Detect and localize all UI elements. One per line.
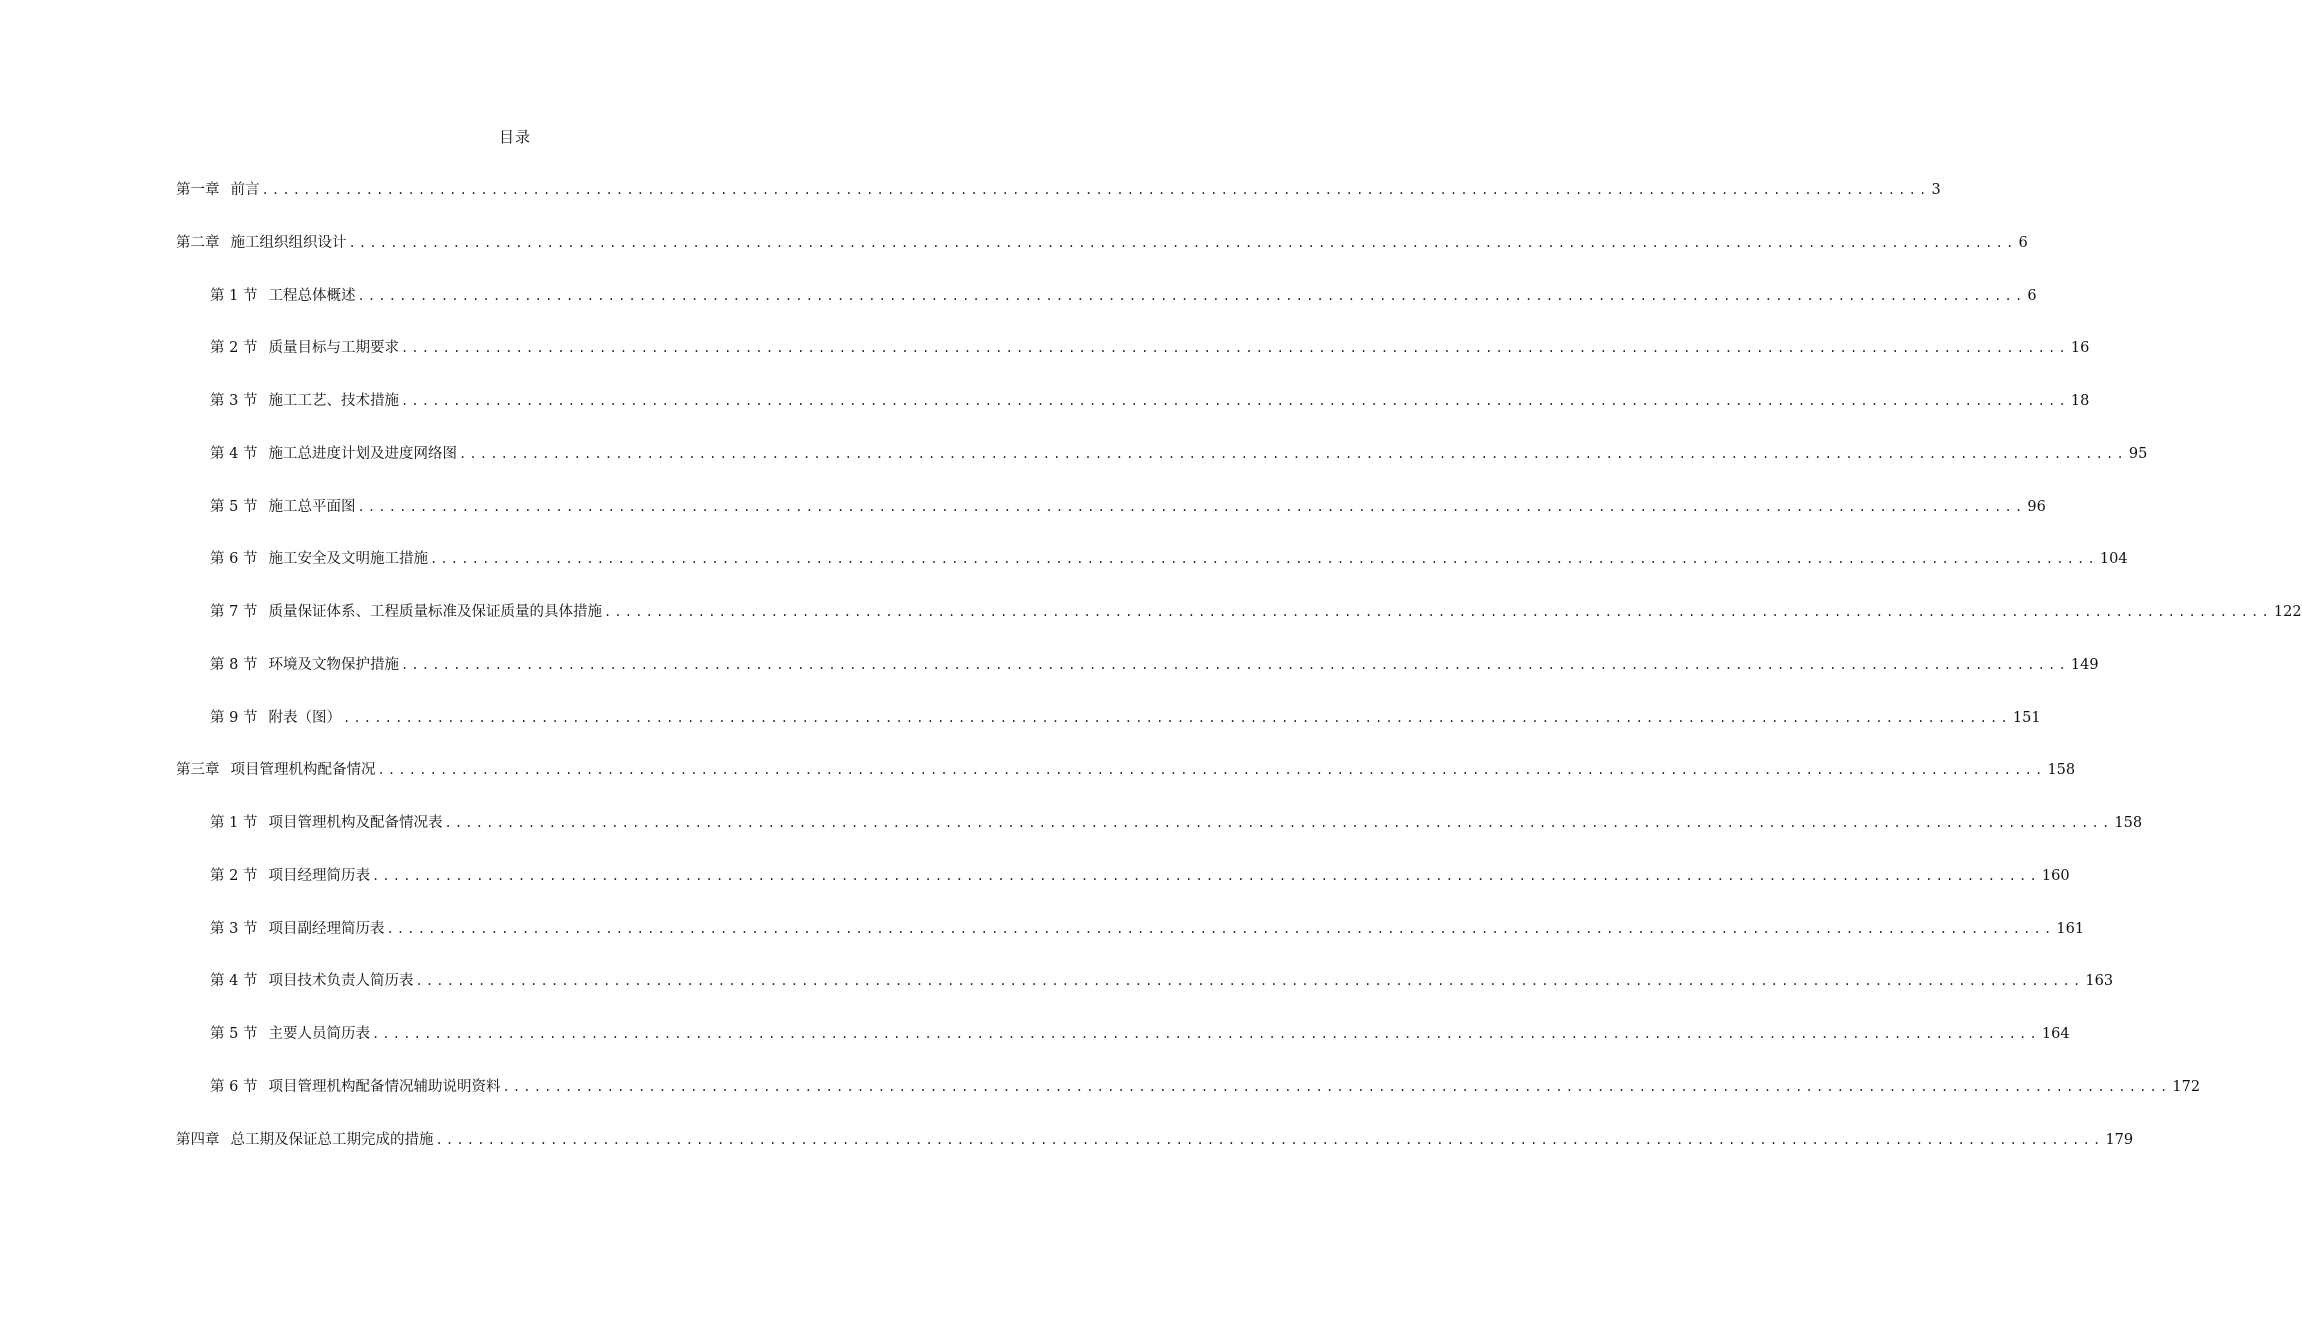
toc-entry-page-number: 104 (2099, 551, 2128, 567)
toc-entry-number: 第 3 节 (210, 921, 258, 937)
toc-entry[interactable] (176, 1130, 2134, 1150)
toc-entry[interactable] (210, 813, 2143, 833)
toc-dot-leader: ................................................................................................................................................................ (444, 816, 2113, 830)
toc-entry-page-number: 95 (2128, 446, 2148, 462)
toc-entry-page-number: 149 (2070, 657, 2099, 673)
toc-entry-page-number: 163 (2085, 973, 2114, 989)
toc-entry-title: 总工期及保证总工期完成的措施 (230, 1132, 434, 1148)
toc-entry[interactable] (210, 1024, 2070, 1044)
toc-dot-leader: ................................................................................................................................................................ (357, 500, 2026, 514)
toc-entry-title: 主要人员简历表 (268, 1026, 370, 1042)
toc-entry-number: 第三章 (176, 762, 220, 778)
toc-dot-leader: ................................................................................................................................................................ (357, 289, 2026, 303)
toc-dot-leader: ................................................................................................................................................................ (502, 1080, 2171, 1094)
toc-entry-page-number: 3 (1931, 182, 1941, 198)
toc-dot-leader: ................................................................................................................................................................ (261, 183, 1930, 197)
toc-entry-title: 施工总平面图 (268, 499, 356, 515)
toc-dot-leader: ................................................................................................................................................................ (429, 552, 2098, 566)
toc-entry-number: 第四章 (176, 1132, 220, 1148)
toc-entry-title: 项目管理机构及配备情况表 (268, 815, 443, 831)
toc-entry-number: 第 5 节 (210, 1026, 258, 1042)
toc-entry-page-number: 96 (2027, 499, 2046, 515)
toc-dot-leader: ................................................................................................................................................................ (435, 1133, 2104, 1147)
toc-entry-number: 第二章 (176, 235, 220, 251)
toc-entry-page-number: 16 (2070, 340, 2090, 356)
toc-dot-leader: ................................................................................................................................................................ (377, 763, 2046, 777)
toc-entry[interactable] (210, 1077, 2201, 1097)
toc-entry-page-number: 122 (2273, 604, 2302, 620)
toc-entry-title: 施工安全及文明施工措施 (268, 551, 428, 567)
toc-entry[interactable] (210, 549, 2128, 569)
toc-entry-page-number: 172 (2172, 1079, 2201, 1095)
toc-entry[interactable] (176, 760, 2076, 780)
toc-entry-number: 第一章 (176, 182, 220, 198)
toc-entry-number: 第 2 节 (210, 340, 258, 356)
toc-entry[interactable] (210, 391, 2090, 411)
toc-entry-number: 第 4 节 (210, 446, 258, 462)
toc-entry-page-number: 164 (2041, 1026, 2070, 1042)
toc-entry-number: 第 8 节 (210, 657, 258, 673)
toc-dot-leader: ................................................................................................................................................................ (603, 605, 2272, 619)
toc-dot-leader: ................................................................................................................................................................ (386, 922, 2055, 936)
toc-entry-title: 前言 (230, 182, 260, 198)
toc-entry-title: 项目技术负责人简历表 (268, 973, 414, 989)
toc-entry[interactable] (176, 180, 1941, 200)
toc-entry-number: 第 6 节 (210, 1079, 258, 1095)
toc-entry-title: 项目经理简历表 (268, 868, 370, 884)
toc-dot-leader: ................................................................................................................................................................ (400, 394, 2069, 408)
toc-entry[interactable] (210, 866, 2070, 886)
toc-entry-number: 第 1 节 (210, 815, 258, 831)
toc-entry-number: 第 5 节 (210, 499, 258, 515)
toc-entry[interactable] (176, 233, 2028, 253)
toc-entry[interactable] (210, 602, 2302, 622)
toc-entry-number: 第 7 节 (210, 604, 258, 620)
toc-entry-title: 工程总体概述 (268, 288, 356, 304)
toc-entry-title: 质量保证体系、工程质量标准及保证质量的具体措施 (268, 604, 602, 620)
toc-entry-title: 项目副经理简历表 (268, 921, 385, 937)
toc-entry[interactable] (210, 655, 2099, 675)
toc-entry-title: 环境及文物保护措施 (268, 657, 399, 673)
toc-entry-page-number: 160 (2041, 868, 2070, 884)
toc-entry[interactable] (210, 708, 2041, 728)
toc-entry-page-number: 179 (2105, 1132, 2134, 1148)
toc-dot-leader: ................................................................................................................................................................ (400, 341, 2069, 355)
toc-dot-leader: ................................................................................................................................................................ (371, 1027, 2040, 1041)
toc-entry-title: 项目管理机构配备情况辅助说明资料 (268, 1079, 501, 1095)
toc-entry-number: 第 6 节 (210, 551, 258, 567)
toc-entry[interactable] (210, 971, 2114, 991)
toc-entry-number: 第 9 节 (210, 710, 258, 726)
toc-entry-title: 附表（图） (268, 710, 341, 726)
toc-entry-number: 第 4 节 (210, 973, 258, 989)
toc-entry-page-number: 161 (2056, 921, 2085, 937)
toc-entry[interactable] (210, 444, 2148, 464)
toc-entry[interactable] (210, 338, 2090, 358)
toc-entry[interactable] (210, 286, 2037, 306)
toc-entry-number: 第 3 节 (210, 393, 258, 409)
toc-dot-leader: ................................................................................................................................................................ (371, 869, 2040, 883)
toc-dot-leader: ................................................................................................................................................................ (458, 447, 2127, 461)
toc-entry-number: 第 1 节 (210, 288, 258, 304)
toc-entry-number: 第 2 节 (210, 868, 258, 884)
toc-entry-page-number: 6 (2027, 288, 2037, 304)
toc-entry[interactable] (210, 497, 2046, 517)
toc-entry-title: 施工总进度计划及进度网络图 (268, 446, 457, 462)
toc-dot-leader: ................................................................................................................................................................ (342, 711, 2011, 725)
toc-entry-title: 项目管理机构配备情况 (230, 762, 376, 778)
toc-entry-page-number: 158 (2114, 815, 2143, 831)
toc-dot-leader: ................................................................................................................................................................ (415, 974, 2084, 988)
toc-entry[interactable] (210, 919, 2085, 939)
toc-entry-title: 质量目标与工期要求 (268, 340, 399, 356)
toc-entry-page-number: 18 (2070, 393, 2090, 409)
toc-entry-page-number: 158 (2047, 762, 2076, 778)
toc-entry-page-number: 151 (2012, 710, 2041, 726)
toc-title: 目录 (498, 128, 531, 146)
toc-entry-title: 施工组织组织设计 (230, 235, 347, 251)
toc-dot-leader: ................................................................................................................................................................ (400, 658, 2069, 672)
toc-dot-leader: ................................................................................................................................................................ (348, 236, 2017, 250)
toc-entry-page-number: 6 (2018, 235, 2028, 251)
toc-entry-title: 施工工艺、技术措施 (268, 393, 399, 409)
